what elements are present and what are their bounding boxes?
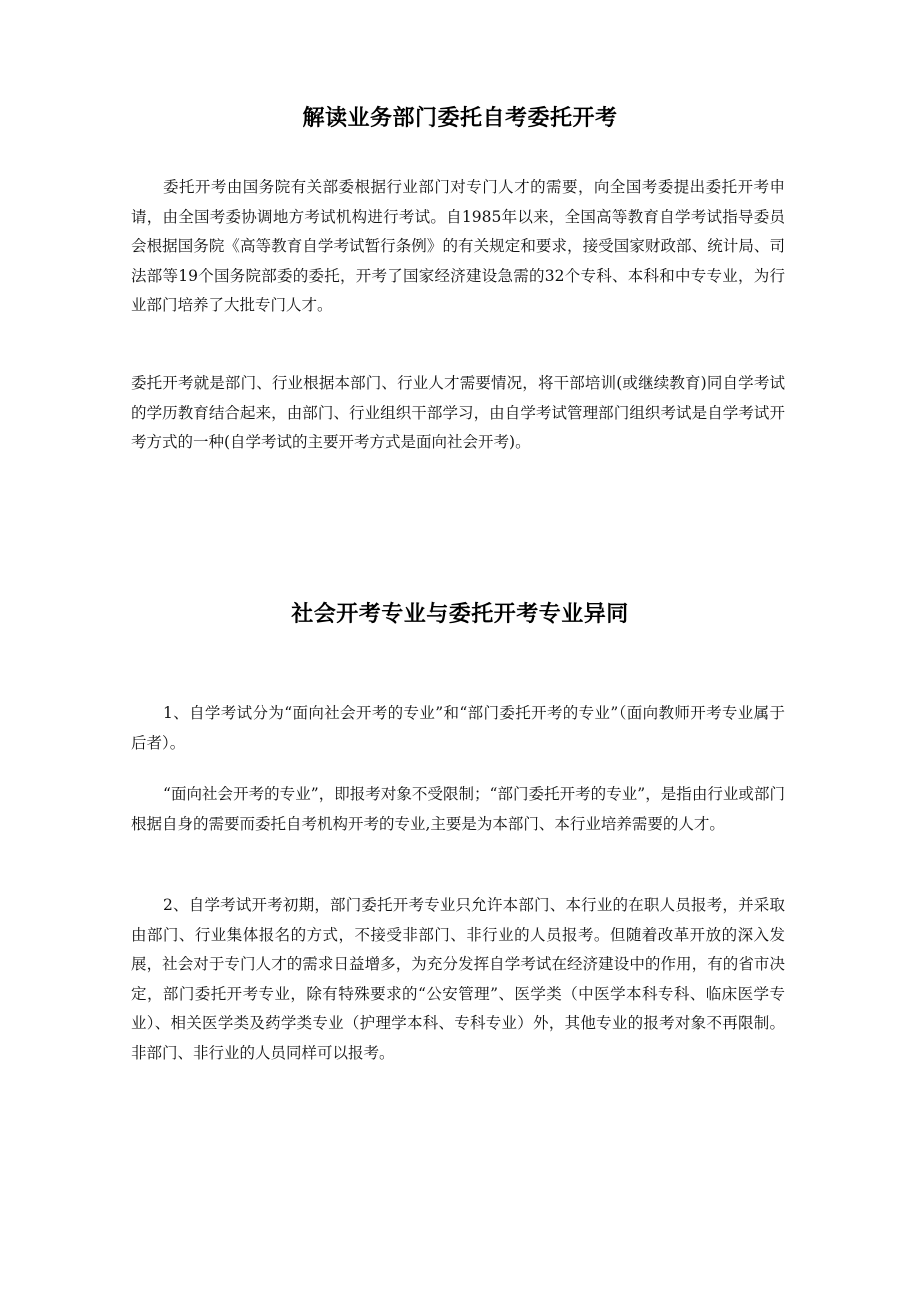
section-2-paragraph-1: 1、自学考试分为“面向社会开考的专业”和“部门委托开考的专业”（面向教师开考专业属于后者）。 [131,704,785,752]
section-2-paragraph-3: 2、自学考试开考初期，部门委托开考专业只允许本部门、本行业的在职人员报考，并采取由部门、行业集体报名的方式，不接受非部门、非行业的人员报考。但随着改革开放的深入发展，社会对于专门人才的需求日益增多，为充分发挥自学考试在经济建设中的作用，有的省市决定，部门委托开考专业，除有特殊要求的“公安管理”、医学类（中医学本科专科、临床医学专业）、相关医学类及药学类专业（护理学本科、专科专业）外，其他专业的报考对象不再限制。非部门、非行业的人员同样可以报考。 [131,896,785,1062]
section-2-paragraph-2: “面向社会开考的专业”，即报考对象不受限制；“部门委托开考的专业”，是指由行业或部门根据自身的需要而委托自考机构开考的专业,主要是为本部门、本行业培养需要的人才。 [131,785,785,833]
section-1-paragraph-2: 委托开考就是部门、行业根据本部门、行业人才需要情况，将干部培训(或继续教育)同自学考试的学历教育结合起来，由部门、行业组织干部学习，由自学考试管理部门组织考试是自学考试开考方式的一种(自学考试的主要开考方式是面向社会开考)。 [131,374,785,451]
section-1-paragraph-1: 委托开考由国务院有关部委根据行业部门对专门人才的需要，向全国考委提出委托开考申请，由全国考委协调地方考试机构进行考试。自1985年以来，全国高等教育自学考试指导委员会根据国务院《高等教育自学考试暂行条例》的有关规定和要求，接受国家财政部、统计局、司法部等19个国务院部委的委托，开考了国家经济建设急需的32个专科、本科和中专专业，为行业部门培养了大批专门人才。 [131,178,785,314]
section-1-title: 解读业务部门委托自考委托开考 [302,106,618,131]
section-2-title: 社会开考专业与委托开考专业异同 [291,602,629,627]
